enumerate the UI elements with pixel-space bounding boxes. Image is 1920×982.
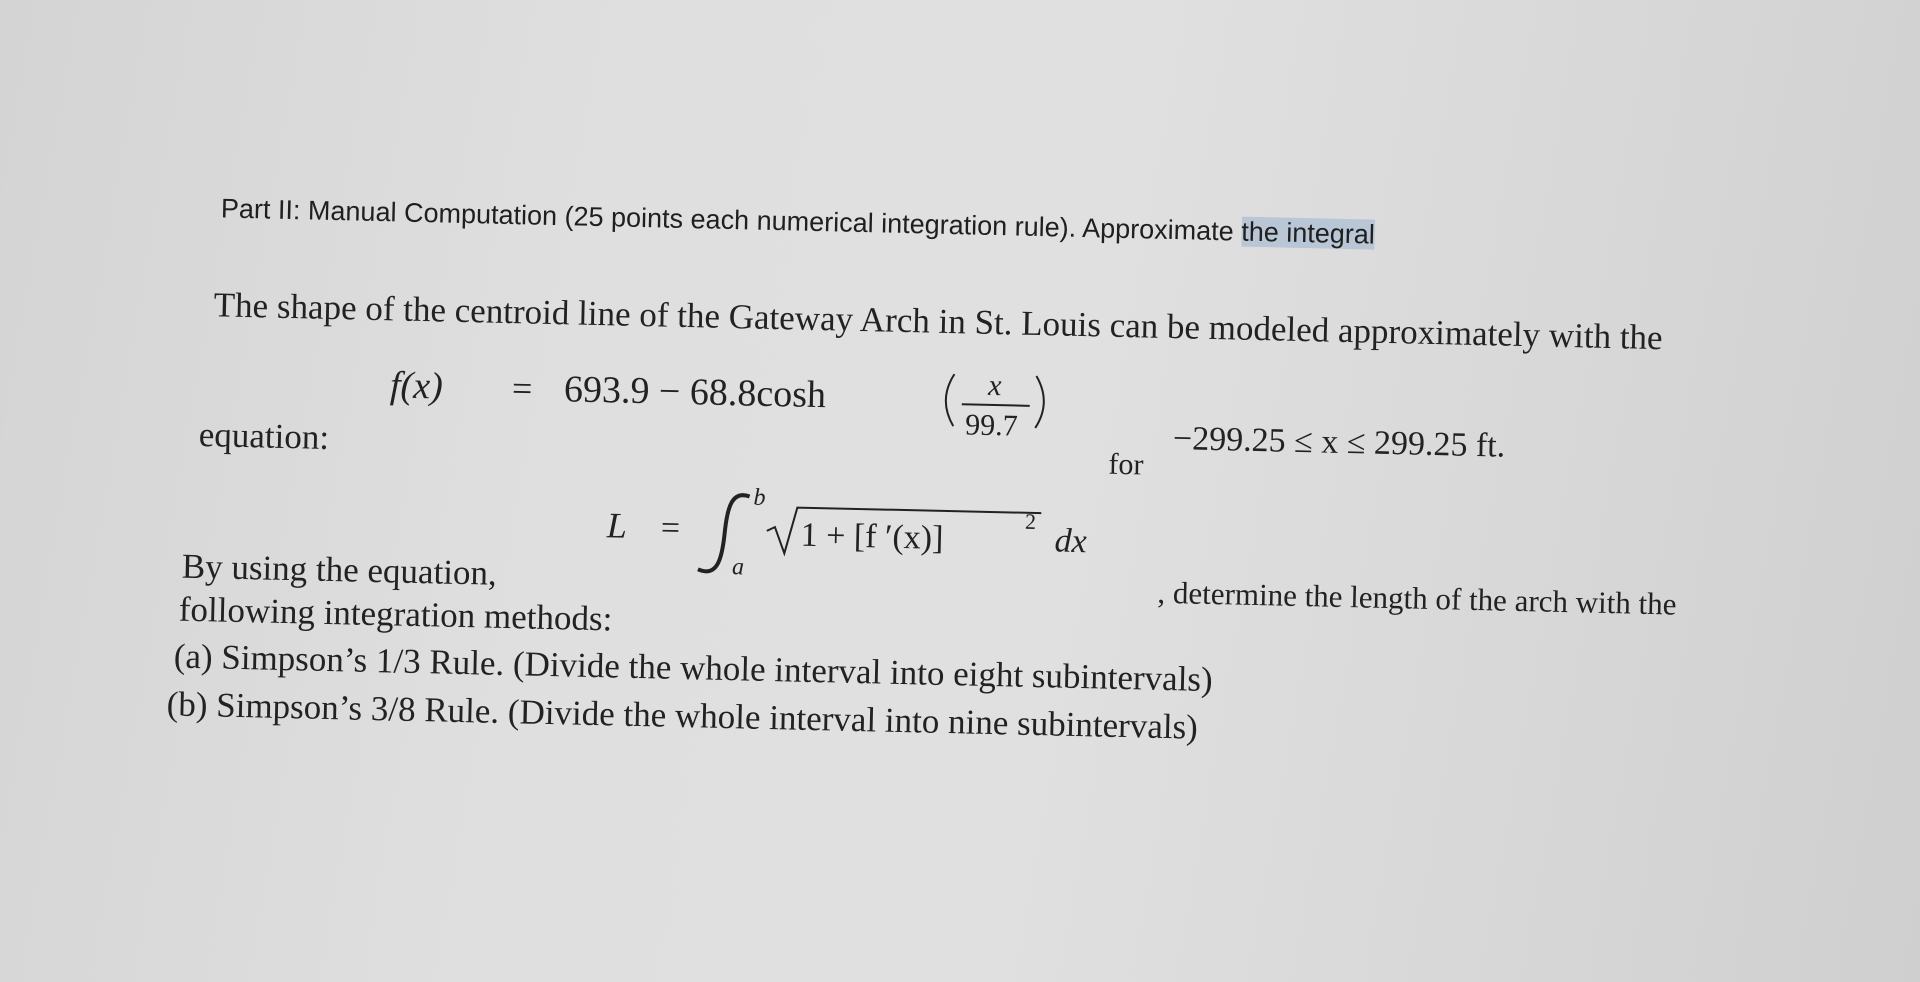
- f-rhs-const: 693.9 − 68.8cosh: [563, 368, 827, 417]
- item-b-simpson-38: (b) Simpson’s 3/8 Rule. (Divide the whole interval into nine subintervals): [166, 684, 1199, 747]
- integral-lower: a: [731, 554, 745, 581]
- heading-text: Part II: Manual Computation (25 points each numerical integration rule). Approximate: [220, 193, 1235, 247]
- part-heading: [221, 193, 1376, 250]
- f-numerator: x: [987, 368, 1002, 403]
- L-lhs: L: [606, 505, 628, 546]
- arch-equation-formula: [380, 347, 1103, 483]
- determine-text: , determine the length of the arch with the: [1157, 574, 1677, 622]
- following-text: following integration methods:: [178, 589, 613, 639]
- f-equals: =: [511, 368, 533, 409]
- heading-highlight: the integral: [1240, 216, 1376, 250]
- x-range: −299.25 ≤ x ≤ 299.25 ft.: [1172, 420, 1506, 465]
- by-using-text: By using the equation,: [181, 546, 498, 593]
- equation-label: equation:: [198, 414, 330, 457]
- arc-length-formula: [597, 479, 1179, 602]
- L-radicand: 1 + [f ′(x)]: [800, 516, 944, 557]
- left-paren: [945, 374, 954, 426]
- item-a-simpson-13: (a) Simpson’s 1/3 Rule. (Divide the whole interval into eight subintervals): [173, 636, 1214, 700]
- fraction-bar: [962, 404, 1030, 406]
- L-exponent: 2: [1024, 508, 1037, 535]
- f-lhs: f(x): [389, 364, 444, 408]
- integral-upper: b: [753, 484, 766, 511]
- problem-intro: The shape of the centroid line of the Gateway Arch in St. Louis can be modeled approximately with the: [213, 285, 1664, 358]
- for-label: for: [1108, 447, 1144, 482]
- f-denominator: 99.7: [964, 408, 1019, 443]
- L-differential: dx: [1054, 522, 1088, 561]
- right-paren: [1035, 376, 1044, 428]
- L-equals: =: [660, 509, 681, 547]
